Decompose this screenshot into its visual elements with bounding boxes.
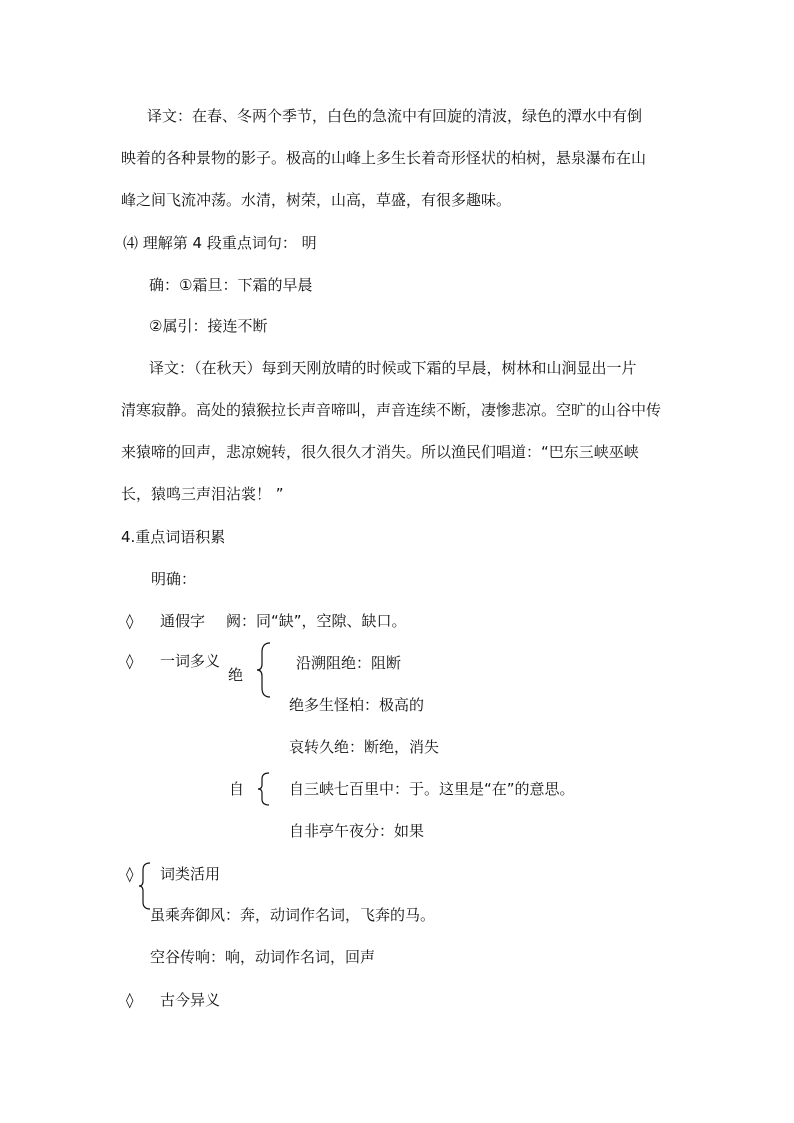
cilei-example-1: 虽乘奔御风：奔，动词作名词，飞奔的马。 (150, 906, 436, 924)
translation-line-3: 峰之间飞流冲荡。水清，树荣，山高，草盛，有很多趣味。 (121, 191, 512, 209)
left-brace-icon (256, 642, 272, 698)
zi-meaning-1: 自三峡七百里中：于。这里是“在”的意思。 (289, 780, 575, 798)
gujin-label: 古今异义 (160, 991, 221, 1009)
tongjia-label: 通假字 (160, 612, 206, 630)
item4-definition-2: ②属引：接连不断 (149, 317, 268, 335)
translation-line-2: 映着的各种景物的影子。极高的山峰上多生长着奇形怪状的柏树，悬泉瀑布在山 (121, 149, 647, 167)
zi-meaning-2: 自非亭午夜分：如果 (289, 822, 425, 840)
left-brace-icon (257, 772, 271, 806)
bullet-icon: ◊ (126, 991, 134, 1009)
jue-char: 绝 (228, 666, 244, 684)
translation-line-1: 译文：在春、冬两个季节，白色的急流中有回旋的清波，绿色的潭水中有倒 (147, 107, 643, 125)
bullet-icon: ◊ (126, 865, 134, 883)
jue-meaning-1: 沿溯阻绝：阻断 (296, 654, 402, 672)
item4-heading: ⑷ 理解第 4 段重点词句： 明 (123, 234, 317, 252)
zi-char: 自 (229, 780, 245, 798)
cilei-example-2: 空谷传响：响，动词作名词，回声 (150, 948, 376, 966)
mingque-label: 明确： (151, 570, 197, 588)
left-brace-icon (138, 862, 152, 910)
bullet-icon: ◊ (126, 652, 134, 670)
yiciduoyi-label: 一词多义 (160, 652, 221, 670)
translation2-line-3: 来猿啼的回声，悲凉婉转，很久很久才消失。所以渔民们唱道：“巴东三峡巫峡 (121, 443, 639, 461)
cilei-label: 词类活用 (160, 865, 221, 883)
bullet-icon: ◊ (126, 612, 134, 630)
jue-meaning-2: 绝多生怪柏：极高的 (289, 696, 425, 714)
translation2-line-2: 清寒寂静。高处的猿猴拉长声音啼叫，声音连续不断，凄惨悲凉。空旷的山谷中传 (121, 401, 662, 419)
tongjia-text: 阙：同“缺”，空隙、缺口。 (226, 612, 407, 630)
item4-definition-1: 确：①霜旦：下霜的早晨 (149, 276, 313, 294)
translation2-line-4: 长，猿鸣三声泪沾裳！ ” (121, 485, 284, 503)
translation2-line-1: 译文：（在秋天）每到天刚放晴的时候或下霜的早晨，树林和山涧显出一片 (149, 359, 637, 377)
section-title: 4.重点词语积累 (121, 528, 226, 546)
jue-meaning-3: 哀转久绝：断绝，消失 (289, 738, 440, 756)
